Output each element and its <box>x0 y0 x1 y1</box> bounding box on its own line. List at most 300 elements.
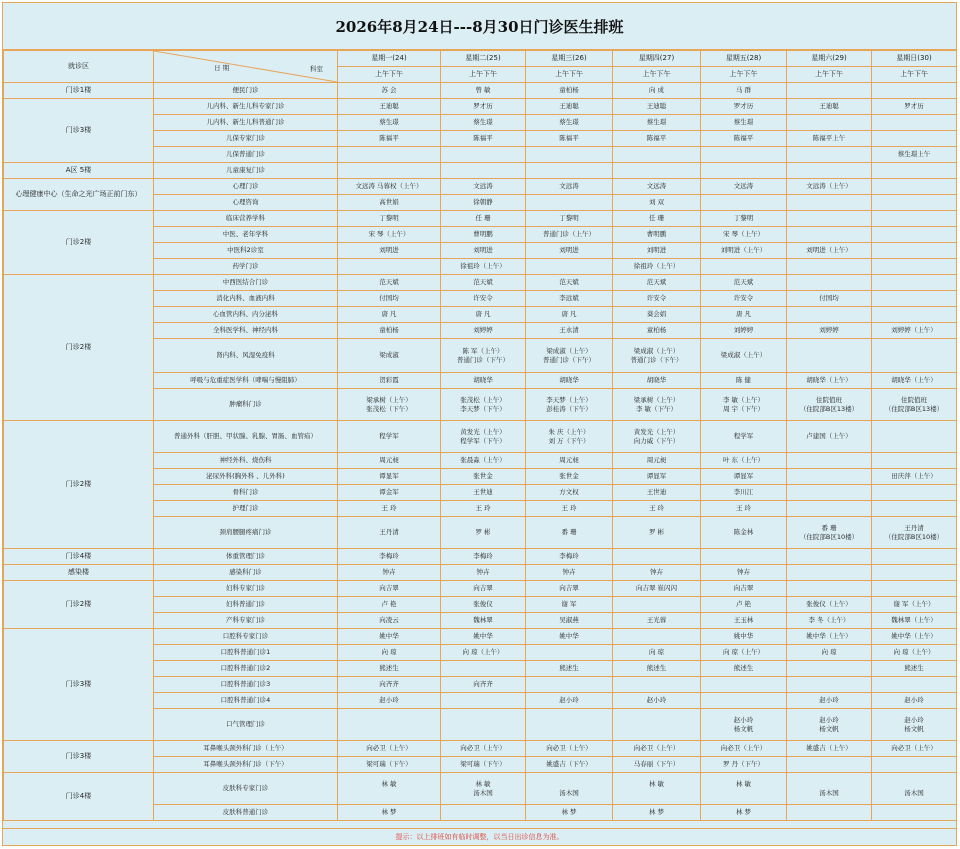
doctor-cell <box>787 339 872 373</box>
doctor-cell <box>701 549 787 565</box>
doctor-cell: 谢 军（上午） <box>872 597 957 613</box>
doctor-cell: 胡晓华 <box>613 373 701 389</box>
doctor-cell: 李梅玲 <box>441 549 526 565</box>
doctor-cell: 刘婷婷（上午） <box>872 323 957 339</box>
doctor-line: 黄发光（上午） <box>460 427 506 436</box>
department-cell: 耳鼻喉头颈外科门诊（上午） <box>154 741 338 757</box>
doctor-cell: 范天斌 <box>338 275 441 291</box>
doctor-cell: 王迪聪 <box>526 99 613 115</box>
doctor-line <box>613 789 700 798</box>
doctor-cell <box>701 163 787 179</box>
department-cell: 临床营养学科 <box>154 211 338 227</box>
doctor-cell: 付国均 <box>338 291 441 307</box>
doctor-cell: 姚中华 <box>526 629 613 645</box>
doctor-cell <box>441 421 526 453</box>
doctor-cell: 向 成 <box>613 83 701 99</box>
doctor-cell: 梁可瑞（下午） <box>338 757 441 773</box>
date-dept-header <box>154 51 338 83</box>
doctor-line: 梁成淑（上午） <box>633 346 680 355</box>
doctor-cell: 熊述生 <box>872 661 957 677</box>
doctor-cell: 童柏杨 <box>613 323 701 339</box>
department-cell: 耳鼻喉头颈外科门诊（下午） <box>154 757 338 773</box>
department-cell: 泌尿外科(胸外科 、儿外科) <box>154 469 338 485</box>
doctor-cell: 蔡生璟上午 <box>872 147 957 163</box>
doctor-cell: 向必卫（上午） <box>872 741 957 757</box>
doctor-cell <box>787 211 872 227</box>
doctor-line <box>701 789 786 798</box>
doctor-cell <box>872 453 957 469</box>
doctor-cell: 程学军 <box>338 421 441 453</box>
doctor-cell: 唐 凡 <box>441 307 526 323</box>
doctor-line <box>872 780 956 789</box>
doctor-cell <box>787 773 872 805</box>
doctor-cell <box>338 259 441 275</box>
department-cell: 体重管理门诊 <box>154 549 338 565</box>
doctor-cell <box>787 581 872 597</box>
doctor-cell: 钟卉 <box>441 565 526 581</box>
doctor-cell: 蔡生璟 <box>441 115 526 131</box>
doctor-cell: 张世金 <box>441 469 526 485</box>
doctor-cell: 钟卉 <box>701 565 787 581</box>
department-cell: 心血管内科、内分泌科 <box>154 307 338 323</box>
doctor-cell: 姚中华 <box>441 629 526 645</box>
department-cell: 口气管理门诊 <box>154 709 338 741</box>
doctor-cell: 向 琼（上午） <box>441 645 526 661</box>
department-cell: 肾内科、风湿免疫科 <box>154 339 338 373</box>
department-cell: 产科专家门诊 <box>154 613 338 629</box>
doctor-cell: 蔡生璟 <box>613 115 701 131</box>
doctor-line: 汤木国 <box>559 788 579 797</box>
doctor-cell <box>872 485 957 501</box>
doctor-cell <box>701 389 787 421</box>
doctor-line: 汤木国 <box>473 788 493 797</box>
department-cell: 感染科门诊 <box>154 565 338 581</box>
doctor-cell <box>872 291 957 307</box>
day-header: 星期一(24) <box>338 51 441 67</box>
doctor-cell: 王永清 <box>526 323 613 339</box>
doctor-cell <box>872 275 957 291</box>
doctor-line: （住院部B区13楼） <box>799 404 859 413</box>
doctor-cell <box>872 163 957 179</box>
zone-cell: 心理健康中心（生命之光广场正前门东） <box>4 179 154 211</box>
doctor-cell: 谢 军 <box>526 597 613 613</box>
doctor-cell <box>872 211 957 227</box>
doctor-cell: 梁成淑（上午） <box>701 339 787 373</box>
department-cell: 儿保普通门诊 <box>154 147 338 163</box>
doctor-cell: 范天斌 <box>526 275 613 291</box>
doctor-cell: 丁黎明 <box>701 211 787 227</box>
doctor-line: 普通门诊（下午） <box>457 355 509 364</box>
doctor-cell: 熊述生 <box>613 661 701 677</box>
doctor-line: 刘 万（下午） <box>548 436 590 445</box>
doctor-cell <box>787 195 872 211</box>
doctor-cell: 曾 敏 <box>441 83 526 99</box>
doctor-cell: 范天斌 <box>701 275 787 291</box>
doctor-cell: 唐 凡 <box>526 307 613 323</box>
doctor-cell: 胡晓华（上午） <box>787 373 872 389</box>
doctor-cell: 李川江 <box>701 485 787 501</box>
dept-label: 科室 <box>310 65 323 73</box>
doctor-cell <box>526 773 613 805</box>
doctor-cell: 马春丽（下午） <box>613 757 701 773</box>
doctor-cell <box>787 453 872 469</box>
doctor-cell: 向 琼 <box>787 645 872 661</box>
zone-cell: 门诊3楼 <box>4 629 154 741</box>
doctor-cell <box>787 83 872 99</box>
doctor-cell: 徐祖玲（上午） <box>441 259 526 275</box>
doctor-cell <box>787 757 872 773</box>
doctor-cell: 罗 丹（下午） <box>701 757 787 773</box>
doctor-cell: 王迪聪 <box>338 99 441 115</box>
day-header: 星期四(27) <box>613 51 701 67</box>
doctor-cell <box>787 307 872 323</box>
doctor-cell: 刘婷婷 <box>441 323 526 339</box>
doctor-cell: 唐 凡 <box>338 307 441 323</box>
doctor-cell: 李梅玲 <box>338 549 441 565</box>
doctor-cell: 刘明进 <box>441 243 526 259</box>
doctor-cell: 许安令 <box>701 291 787 307</box>
doctor-cell <box>872 581 957 597</box>
doctor-cell <box>441 693 526 709</box>
doctor-cell <box>701 693 787 709</box>
doctor-cell: 贺彩霞 <box>338 373 441 389</box>
schedule-row <box>4 629 957 645</box>
doctor-line: 杨文帆 <box>904 724 924 733</box>
schedule-row <box>4 773 957 805</box>
doctor-cell: 刘婷婷 <box>787 323 872 339</box>
doctor-cell <box>526 339 613 373</box>
doctor-cell: 陈福平 <box>526 131 613 147</box>
department-cell: 心理咨询 <box>154 195 338 211</box>
doctor-cell: 王 玲 <box>613 501 701 517</box>
doctor-cell <box>613 339 701 373</box>
doctor-cell: 向必卫（上午） <box>441 741 526 757</box>
doctor-cell: 赵小玲 <box>787 693 872 709</box>
doctor-cell <box>872 115 957 131</box>
department-cell: 中医科2诊室 <box>154 243 338 259</box>
doctor-cell: 谭显军 <box>701 469 787 485</box>
schedule-row <box>4 741 957 757</box>
schedule-page <box>2 2 957 846</box>
doctor-cell: 向必卫（上午） <box>701 741 787 757</box>
doctor-cell: 文远涛 马蓉权（上午） <box>338 179 441 195</box>
doctor-cell <box>787 147 872 163</box>
doctor-line: 普通门诊（下午） <box>630 355 683 364</box>
doctor-cell: 卢 艳 <box>338 597 441 613</box>
doctor-line <box>338 789 440 798</box>
day-header: 星期五(28) <box>701 51 787 67</box>
doctor-cell <box>441 773 526 805</box>
doctor-cell <box>338 773 441 805</box>
doctor-cell <box>613 709 701 741</box>
zone-cell: 门诊2楼 <box>4 275 154 421</box>
doctor-line: 张茂松（下午） <box>366 404 412 413</box>
doctor-cell <box>787 565 872 581</box>
doctor-cell: 蔡生璟 <box>338 115 441 131</box>
doctor-cell: 张世金 <box>526 469 613 485</box>
ampm-header: 上午下午 <box>872 67 957 83</box>
doctor-cell <box>787 259 872 275</box>
doctor-line: 程学军（下午） <box>460 436 506 445</box>
doctor-cell: 陈福平 <box>701 131 787 147</box>
day-header: 星期三(26) <box>526 51 613 67</box>
doctor-cell: 熊述生 <box>526 661 613 677</box>
doctor-cell <box>526 421 613 453</box>
doctor-cell: 吴淑燕 <box>526 613 613 629</box>
doctor-line: 杨文帆 <box>733 724 754 733</box>
doctor-cell <box>338 147 441 163</box>
doctor-cell <box>613 549 701 565</box>
doctor-cell: 张俊仪（上午） <box>787 597 872 613</box>
doctor-cell: 赵小玲 <box>526 693 613 709</box>
doctor-cell: 马 群 <box>701 83 787 99</box>
doctor-cell <box>787 661 872 677</box>
doctor-cell <box>701 709 787 741</box>
doctor-cell <box>441 661 526 677</box>
doctor-cell: 姚中华 <box>701 629 787 645</box>
doctor-cell: 谭金军 <box>338 485 441 501</box>
doctor-cell <box>441 805 526 821</box>
doctor-line: 赵小玲 <box>733 715 754 724</box>
schedule-table <box>3 50 957 821</box>
doctor-cell <box>872 83 957 99</box>
doctor-cell: 向吉翠 <box>701 581 787 597</box>
doctor-cell <box>787 275 872 291</box>
doctor-cell <box>526 645 613 661</box>
doctor-cell: 梁可瑞（下午） <box>441 757 526 773</box>
zone-cell: 门诊4楼 <box>4 773 154 821</box>
doctor-cell: 王 玲 <box>338 501 441 517</box>
doctor-cell <box>787 485 872 501</box>
doctor-cell: 向必卫（上午） <box>613 741 701 757</box>
doctor-cell <box>872 709 957 741</box>
doctor-cell <box>613 629 701 645</box>
zone-cell: A区 5楼 <box>4 163 154 179</box>
doctor-line: 林 敏 <box>381 779 397 788</box>
doctor-cell: 曹明鹏 <box>613 227 701 243</box>
department-cell: 普通外科（肝胆、甲状腺、乳腺、胃肠、血管疝） <box>154 421 338 453</box>
doctor-cell: 王迪聪 <box>787 99 872 115</box>
doctor-line: 普通门诊（下午） <box>543 355 595 364</box>
doctor-cell: 林 梦 <box>701 805 787 821</box>
doctor-cell: 付国均 <box>787 291 872 307</box>
doctor-cell: 赵小玲 <box>613 693 701 709</box>
doctor-cell: 周元昶 <box>613 453 701 469</box>
zone-cell: 门诊2楼 <box>4 421 154 549</box>
doctor-cell <box>872 243 957 259</box>
doctor-cell: 任 珊 <box>613 211 701 227</box>
doctor-cell: 王 玲 <box>441 501 526 517</box>
doctor-cell <box>872 565 957 581</box>
doctor-cell: 姚中华 <box>338 629 441 645</box>
doctor-line: 梁成淑（上午） <box>546 346 592 355</box>
doctor-cell <box>338 709 441 741</box>
doctor-cell <box>526 389 613 421</box>
doctor-cell <box>787 517 872 549</box>
doctor-cell: 刘明进 <box>526 243 613 259</box>
doctor-cell: 向必卫（上午） <box>338 741 441 757</box>
department-cell: 颈肩腰腿疼痛门诊 <box>154 517 338 549</box>
doctor-cell: 王世迪 <box>613 485 701 501</box>
doctor-cell: 陈 健 <box>701 373 787 389</box>
doctor-cell: 姚中华（上午） <box>787 629 872 645</box>
department-cell: 儿内科、新生儿科专家门诊 <box>154 99 338 115</box>
doctor-cell <box>338 163 441 179</box>
doctor-cell <box>787 389 872 421</box>
doctor-cell: 姚盛吉（上午） <box>787 741 872 757</box>
doctor-cell <box>441 709 526 741</box>
doctor-cell <box>872 501 957 517</box>
doctor-line <box>526 780 612 789</box>
doctor-cell: 向 琼 <box>338 645 441 661</box>
doctor-cell: 胡晓华 <box>526 373 613 389</box>
doctor-cell <box>701 677 787 693</box>
doctor-cell: 周元昶 <box>338 453 441 469</box>
doctor-line <box>787 780 871 789</box>
footer-note: 提示：以上排班如有临时调整，以当日出诊信息为准。 <box>3 828 956 845</box>
doctor-cell: 魏林翠（上午） <box>872 613 957 629</box>
department-cell: 皮肤科普通门诊 <box>154 805 338 821</box>
doctor-cell: 谭显军 <box>613 469 701 485</box>
doctor-cell: 向 琼 <box>613 645 701 661</box>
doctor-cell: 谭显军 <box>338 469 441 485</box>
doctor-cell: 刘明进（上午） <box>701 243 787 259</box>
department-cell: 骨科门诊 <box>154 485 338 501</box>
doctor-cell <box>701 773 787 805</box>
doctor-cell: 林 梦 <box>338 805 441 821</box>
day-header: 星期二(25) <box>441 51 526 67</box>
doctor-cell: 刘明进（上午） <box>787 243 872 259</box>
doctor-cell: 陈福平上午 <box>787 131 872 147</box>
department-cell: 便民门诊 <box>154 83 338 99</box>
schedule-row <box>4 581 957 597</box>
doctor-line: （住院部B区10楼） <box>884 532 944 541</box>
doctor-cell <box>872 549 957 565</box>
department-cell: 儿童康复门诊 <box>154 163 338 179</box>
doctor-cell <box>613 597 701 613</box>
doctor-cell: 林 梦 <box>613 805 701 821</box>
schedule-row <box>4 549 957 565</box>
doctor-cell: 李梅玲 <box>526 549 613 565</box>
doctor-cell: 蔡生璟 <box>701 115 787 131</box>
doctor-cell: 蔡生璟 <box>526 115 613 131</box>
doctor-cell <box>872 677 957 693</box>
doctor-cell <box>872 517 957 549</box>
doctor-cell <box>872 805 957 821</box>
doctor-line: 赵小玲 <box>819 715 839 724</box>
doctor-cell: 李远斌 <box>526 291 613 307</box>
doctor-cell: 高世娟 <box>338 195 441 211</box>
doctor-cell <box>872 195 957 211</box>
doctor-line: 汤木国 <box>819 788 839 797</box>
doctor-line: 李 敏（下午） <box>635 404 678 413</box>
doctor-line: 陈 军（上午） <box>462 346 504 355</box>
department-cell: 中医、老年学科 <box>154 227 338 243</box>
doctor-cell <box>441 389 526 421</box>
doctor-cell <box>701 147 787 163</box>
doctor-cell <box>787 549 872 565</box>
doctor-cell: 葵会娟 <box>613 307 701 323</box>
doctor-cell: 王世迪 <box>441 485 526 501</box>
doctor-cell <box>338 389 441 421</box>
doctor-cell: 普通门诊（上午） <box>526 227 613 243</box>
department-cell: 口腔科普通门诊4 <box>154 693 338 709</box>
doctor-cell: 徐祖玲（上午） <box>613 259 701 275</box>
doctor-cell: 苏 会 <box>338 83 441 99</box>
doctor-cell <box>787 227 872 243</box>
doctor-cell: 王 玲 <box>701 501 787 517</box>
doctor-cell <box>441 339 526 373</box>
doctor-cell: 罗才历 <box>701 99 787 115</box>
doctor-line: （住院部B区10楼） <box>799 532 859 541</box>
doctor-cell: 李 冬（上午） <box>787 613 872 629</box>
schedule-row <box>4 275 957 291</box>
doctor-cell <box>613 147 701 163</box>
doctor-cell: 赵小玲 <box>872 693 957 709</box>
doctor-cell: 文远涛 <box>613 179 701 195</box>
doctor-cell: 文远涛 <box>701 179 787 195</box>
doctor-cell: 宋 琴（上午） <box>701 227 787 243</box>
doctor-cell: 罗 彬 <box>441 517 526 549</box>
zone-cell: 感染楼 <box>4 565 154 581</box>
doctor-cell <box>613 163 701 179</box>
doctor-cell: 唐 凡 <box>701 307 787 323</box>
doctor-cell: 任 珊 <box>441 211 526 227</box>
doctor-cell <box>526 195 613 211</box>
doctor-line: 汤木国 <box>904 788 924 797</box>
zone-cell: 门诊3楼 <box>4 99 154 163</box>
doctor-cell: 卢建国（上午） <box>787 421 872 453</box>
doctor-cell <box>526 259 613 275</box>
doctor-cell: 梁成淑 <box>338 339 441 373</box>
doctor-cell: 童柏杨 <box>526 83 613 99</box>
doctor-cell <box>872 773 957 805</box>
doctor-cell <box>872 389 957 421</box>
doctor-cell: 罗才历 <box>441 99 526 115</box>
doctor-cell <box>701 195 787 211</box>
doctor-cell: 钟卉 <box>613 565 701 581</box>
department-cell: 呼吸与危重症医学科（哮喘与慢阻肺） <box>154 373 338 389</box>
zone-cell: 门诊4楼 <box>4 549 154 565</box>
doctor-line: 林 敏 <box>735 779 752 788</box>
department-cell: 肿瘤科门诊 <box>154 389 338 421</box>
schedule-row <box>4 99 957 115</box>
department-cell: 口腔科专家门诊 <box>154 629 338 645</box>
doctor-line: 梁承树（上午） <box>633 395 680 404</box>
doctor-cell <box>787 115 872 131</box>
schedule-row <box>4 421 957 453</box>
doctor-cell: 姚中华（上午） <box>872 629 957 645</box>
doctor-cell: 王玉林 <box>701 613 787 629</box>
doctor-cell: 魏林翠 <box>441 613 526 629</box>
ampm-header: 上午下午 <box>787 67 872 83</box>
doctor-cell <box>526 677 613 693</box>
doctor-line: 王丹清 <box>904 523 924 532</box>
department-cell: 口腔科普通门诊1 <box>154 645 338 661</box>
doctor-line: 番 珊 <box>821 523 837 532</box>
doctor-cell: 赵小玲 <box>338 693 441 709</box>
doctor-cell: 向齐齐 <box>338 677 441 693</box>
doctor-cell: 向必卫（上午） <box>526 741 613 757</box>
doctor-cell: 向 琼（上午） <box>872 645 957 661</box>
doctor-cell: 熊述生 <box>338 661 441 677</box>
doctor-cell: 王 玲 <box>526 501 613 517</box>
department-cell: 儿内科、新生儿科普通门诊 <box>154 115 338 131</box>
doctor-cell <box>526 163 613 179</box>
doctor-line: 林 敏 <box>475 779 491 788</box>
doctor-cell: 文远涛 <box>526 179 613 195</box>
doctor-cell: 许安令 <box>613 291 701 307</box>
